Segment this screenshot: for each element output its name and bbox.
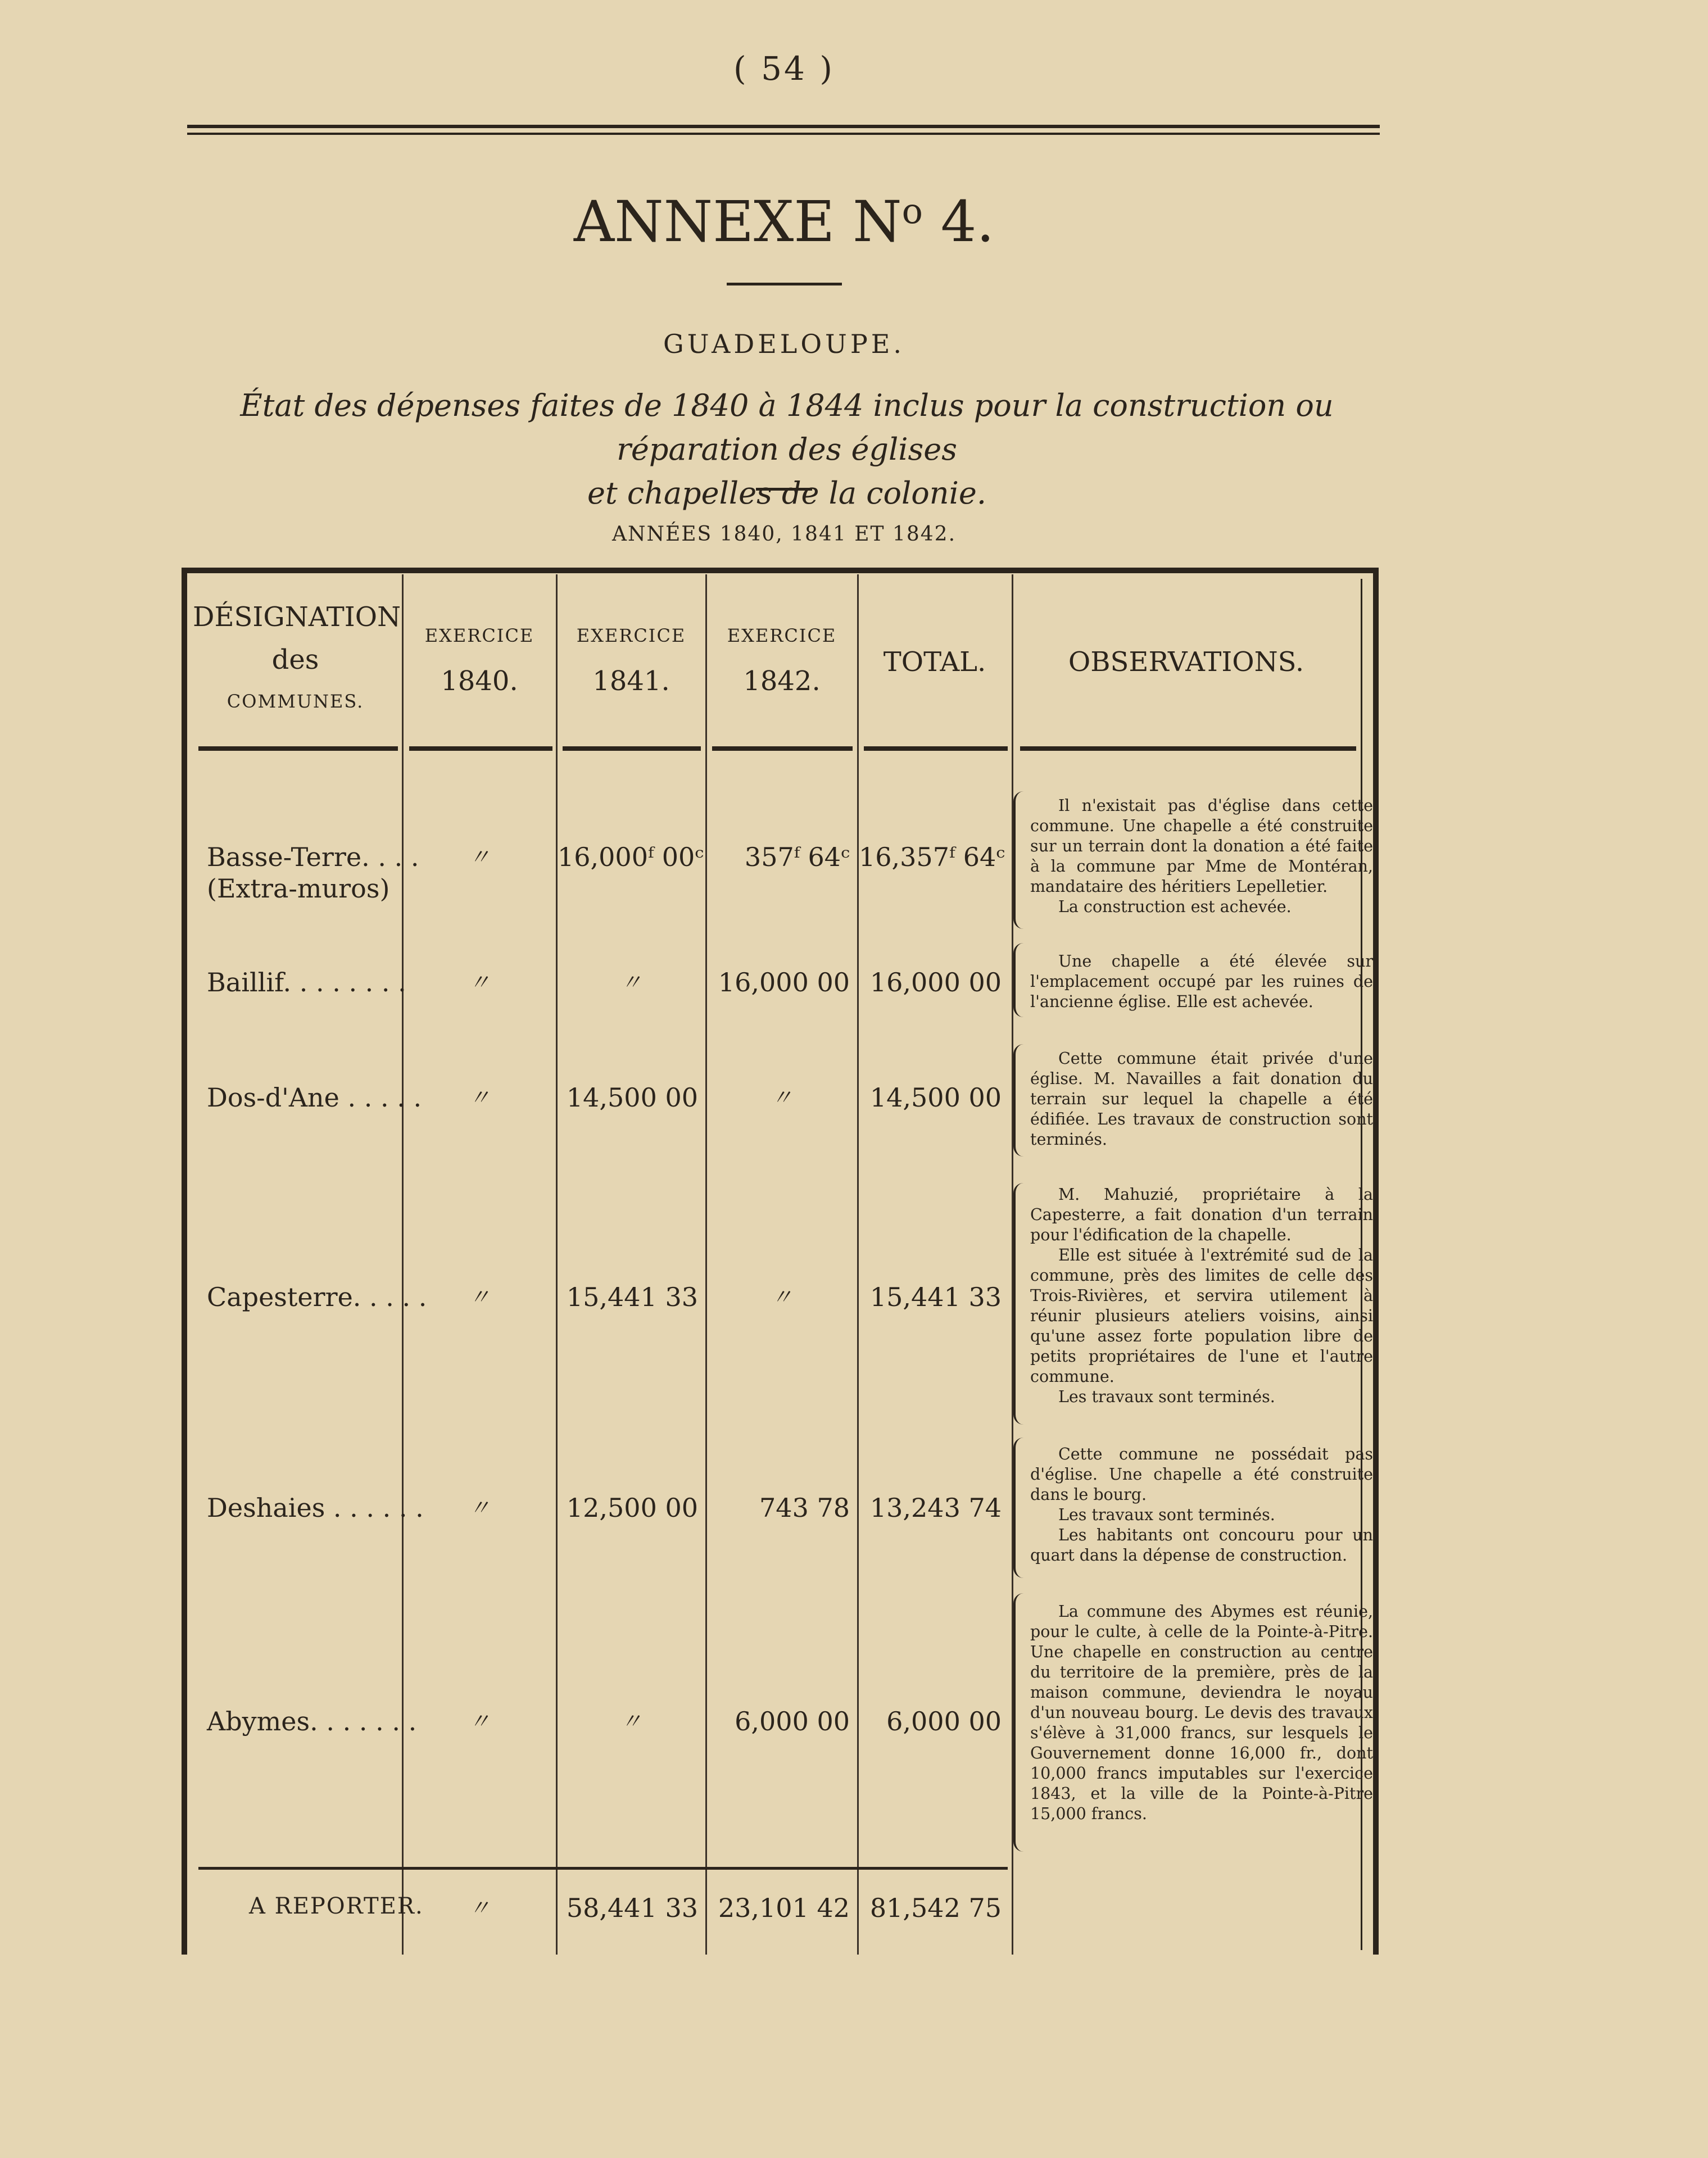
row-1841: 16,000ᶠ 00ᶜ <box>558 842 704 872</box>
row-1842: 743 78 <box>759 1493 850 1523</box>
header-exercice-label: EXERCICE <box>727 625 837 646</box>
col-divider <box>556 574 558 1955</box>
header-total: TOTAL. <box>883 646 986 678</box>
header-year-1842: 1842. <box>743 665 821 697</box>
header-rule <box>864 746 1008 751</box>
row-observation <box>1030 1602 1373 1824</box>
row-commune: Abymes. . . . . . . <box>207 1706 417 1737</box>
col-divider <box>402 574 404 1955</box>
row-observation <box>1030 1049 1373 1150</box>
footer-label: A REPORTER. <box>249 1893 424 1919</box>
row-1841: 〃 <box>620 970 642 995</box>
header-rule <box>198 746 398 751</box>
header-rule <box>563 746 701 751</box>
header-rule <box>409 746 552 751</box>
footer-rule <box>198 1867 1008 1870</box>
footer-1840: 〃 <box>468 1896 490 1920</box>
footer-1842: 23,101 42 <box>718 1893 850 1923</box>
header-rule <box>1020 746 1356 751</box>
row-1840: 〃 <box>468 1495 490 1520</box>
row-1840: 〃 <box>468 845 490 869</box>
row-1840: 〃 <box>468 970 490 995</box>
row-1841: 12,500 00 <box>566 1493 698 1523</box>
row-brace <box>1013 943 1028 1017</box>
header-designation-line-1: DÉSIGNATION <box>193 601 401 633</box>
header-observations: OBSERVATIONS. <box>1068 646 1304 678</box>
table-right-border <box>1373 568 1379 1955</box>
header-designation-line-2: des <box>271 643 319 675</box>
table-top-border <box>182 568 1379 573</box>
header-exercice-label: EXERCICE <box>576 625 686 646</box>
page-number: ( 54 ) <box>733 49 835 88</box>
expenses-table <box>182 568 1379 1955</box>
header-year-1841: 1841. <box>592 665 670 697</box>
row-total: 6,000 00 <box>886 1706 1002 1737</box>
row-1841: 15,441 33 <box>566 1282 698 1312</box>
row-total: 14,500 00 <box>869 1082 1002 1113</box>
row-total: 16,357ᶠ 64ᶜ <box>859 842 1005 872</box>
row-1840: 〃 <box>468 1709 490 1734</box>
observation-paragraph: La commune des Abymes est réunie, pour le culte, à celle de la Pointe-à-Pitre. Une chapelle en construction au centre du territoire de la première, près de la maison commune, deviendra le noyau d'un nouveau bourg. Le devis des travaux s'élève à 31,000 francs, sur lesquels le Gouvernement donne 16,000 fr., dont 10,000 francs imputables sur l'exercice 1843, et la ville de la Pointe-à-Pitre 15,000 francs. <box>1030 1602 1373 1823</box>
header-exercice-1842 <box>707 625 857 698</box>
row-commune: Dos-d'Ane . . . . . <box>207 1082 422 1113</box>
subtitle-line-2: et chapelles de la colonie. <box>587 475 986 511</box>
header-designation-line-3: COMMUNES. <box>226 691 364 713</box>
subtitle-line-1: État des dépenses faites de 1840 à 1844 inclus pour la construction ou réparation des églises <box>240 388 1334 467</box>
row-brace <box>1013 1593 1028 1852</box>
row-1840: 〃 <box>468 1285 490 1309</box>
title-rule <box>727 283 842 285</box>
col-divider <box>857 574 859 1955</box>
observation-paragraph: La construction est achevée. <box>1058 897 1292 916</box>
row-commune: Capesterre. . . . . <box>207 1282 427 1312</box>
row-brace <box>1013 1438 1028 1578</box>
col-divider <box>705 574 707 1955</box>
row-1841: 〃 <box>620 1709 642 1734</box>
subtitle <box>169 384 1405 515</box>
row-total: 16,000 00 <box>869 967 1002 998</box>
row-1842: 357ᶠ 64ᶜ <box>744 842 850 872</box>
row-1841: 14,500 00 <box>566 1082 698 1113</box>
row-commune: Deshaies . . . . . . <box>207 1493 424 1523</box>
title-text: ANNEXE N <box>573 189 902 255</box>
table-left-border <box>182 568 187 1955</box>
observation-paragraph: Cette commune était privée d'une église. M. Navailles a fait donation du terrain sur lequel la chapelle a été édifiée. Les travaux de construction sont terminés. <box>1030 1049 1373 1149</box>
region-heading: GUADELOUPE. <box>663 329 905 359</box>
header-designation <box>193 601 401 713</box>
row-total: 15,441 33 <box>869 1282 1002 1312</box>
header-exercice-1840 <box>404 625 555 698</box>
observation-paragraph: Une chapelle a été élevée sur l'emplacement occupé par les ruines de l'ancienne église. Elle est achevée. <box>1030 952 1373 1011</box>
row-total: 13,243 74 <box>869 1493 1002 1523</box>
row-1842: 16,000 00 <box>718 967 850 998</box>
row-observation <box>1030 951 1373 1012</box>
observation-paragraph: Les travaux sont terminés. <box>1058 1388 1275 1406</box>
page-title <box>0 189 1568 255</box>
header-rule <box>712 746 853 751</box>
footer-total: 81,542 75 <box>869 1893 1002 1923</box>
row-1840: 〃 <box>468 1085 490 1110</box>
observation-paragraph: Les travaux sont terminés. <box>1058 1506 1275 1524</box>
header-double-rule <box>187 125 1380 135</box>
subtitle-rule <box>756 488 812 491</box>
title-superscript: o <box>901 191 923 232</box>
observation-paragraph: Il n'existait pas d'église dans cette commune. Une chapelle a été construite sur un terrain dont la donation a été faite à la commune par Mme de Montéran, mandataire des héritiers Lepelletier. <box>1030 796 1373 896</box>
observation-paragraph: Les habitants ont concouru pour un quart dans la dépense de construction. <box>1030 1526 1373 1565</box>
row-1842: 6,000 00 <box>735 1706 850 1737</box>
row-observation <box>1030 1444 1373 1566</box>
row-1842: 〃 <box>771 1085 792 1110</box>
years-heading: ANNÉES 1840, 1841 ET 1842. <box>611 523 957 546</box>
row-brace <box>1013 1044 1028 1157</box>
header-year-1840: 1840. <box>441 665 518 697</box>
header-exercice-1841 <box>558 625 705 698</box>
row-observation <box>1030 1185 1373 1407</box>
row-1842: 〃 <box>771 1285 792 1309</box>
footer-1841: 58,441 33 <box>566 1893 698 1923</box>
title-number: 4. <box>922 189 995 255</box>
observation-paragraph: Cette commune ne possédait pas d'église. Une chapelle a été construite dans le bourg. <box>1030 1445 1373 1504</box>
row-commune: Baillif. . . . . . . . <box>207 967 406 998</box>
observation-paragraph: M. Mahuzié, propriétaire à la Capesterre, a fait donation d'un terrain pour l'édification de la chapelle. <box>1030 1185 1373 1244</box>
observation-paragraph: Elle est située à l'extrémité sud de la commune, près des limites de celle des Trois-Rivières, et servira utilement à réunir plusieurs ateliers voisins, ainsi qu'une assez forte population libre de petits propriétaires de l'une et l'autre commune. <box>1030 1246 1373 1386</box>
header-exercice-label: EXERCICE <box>424 625 534 646</box>
row-commune: Basse-Terre. . . . <box>207 842 419 872</box>
row-brace <box>1013 1183 1028 1425</box>
row-commune-sub: (Extra-muros) <box>207 873 390 904</box>
row-observation <box>1030 796 1373 917</box>
row-brace <box>1013 791 1028 929</box>
